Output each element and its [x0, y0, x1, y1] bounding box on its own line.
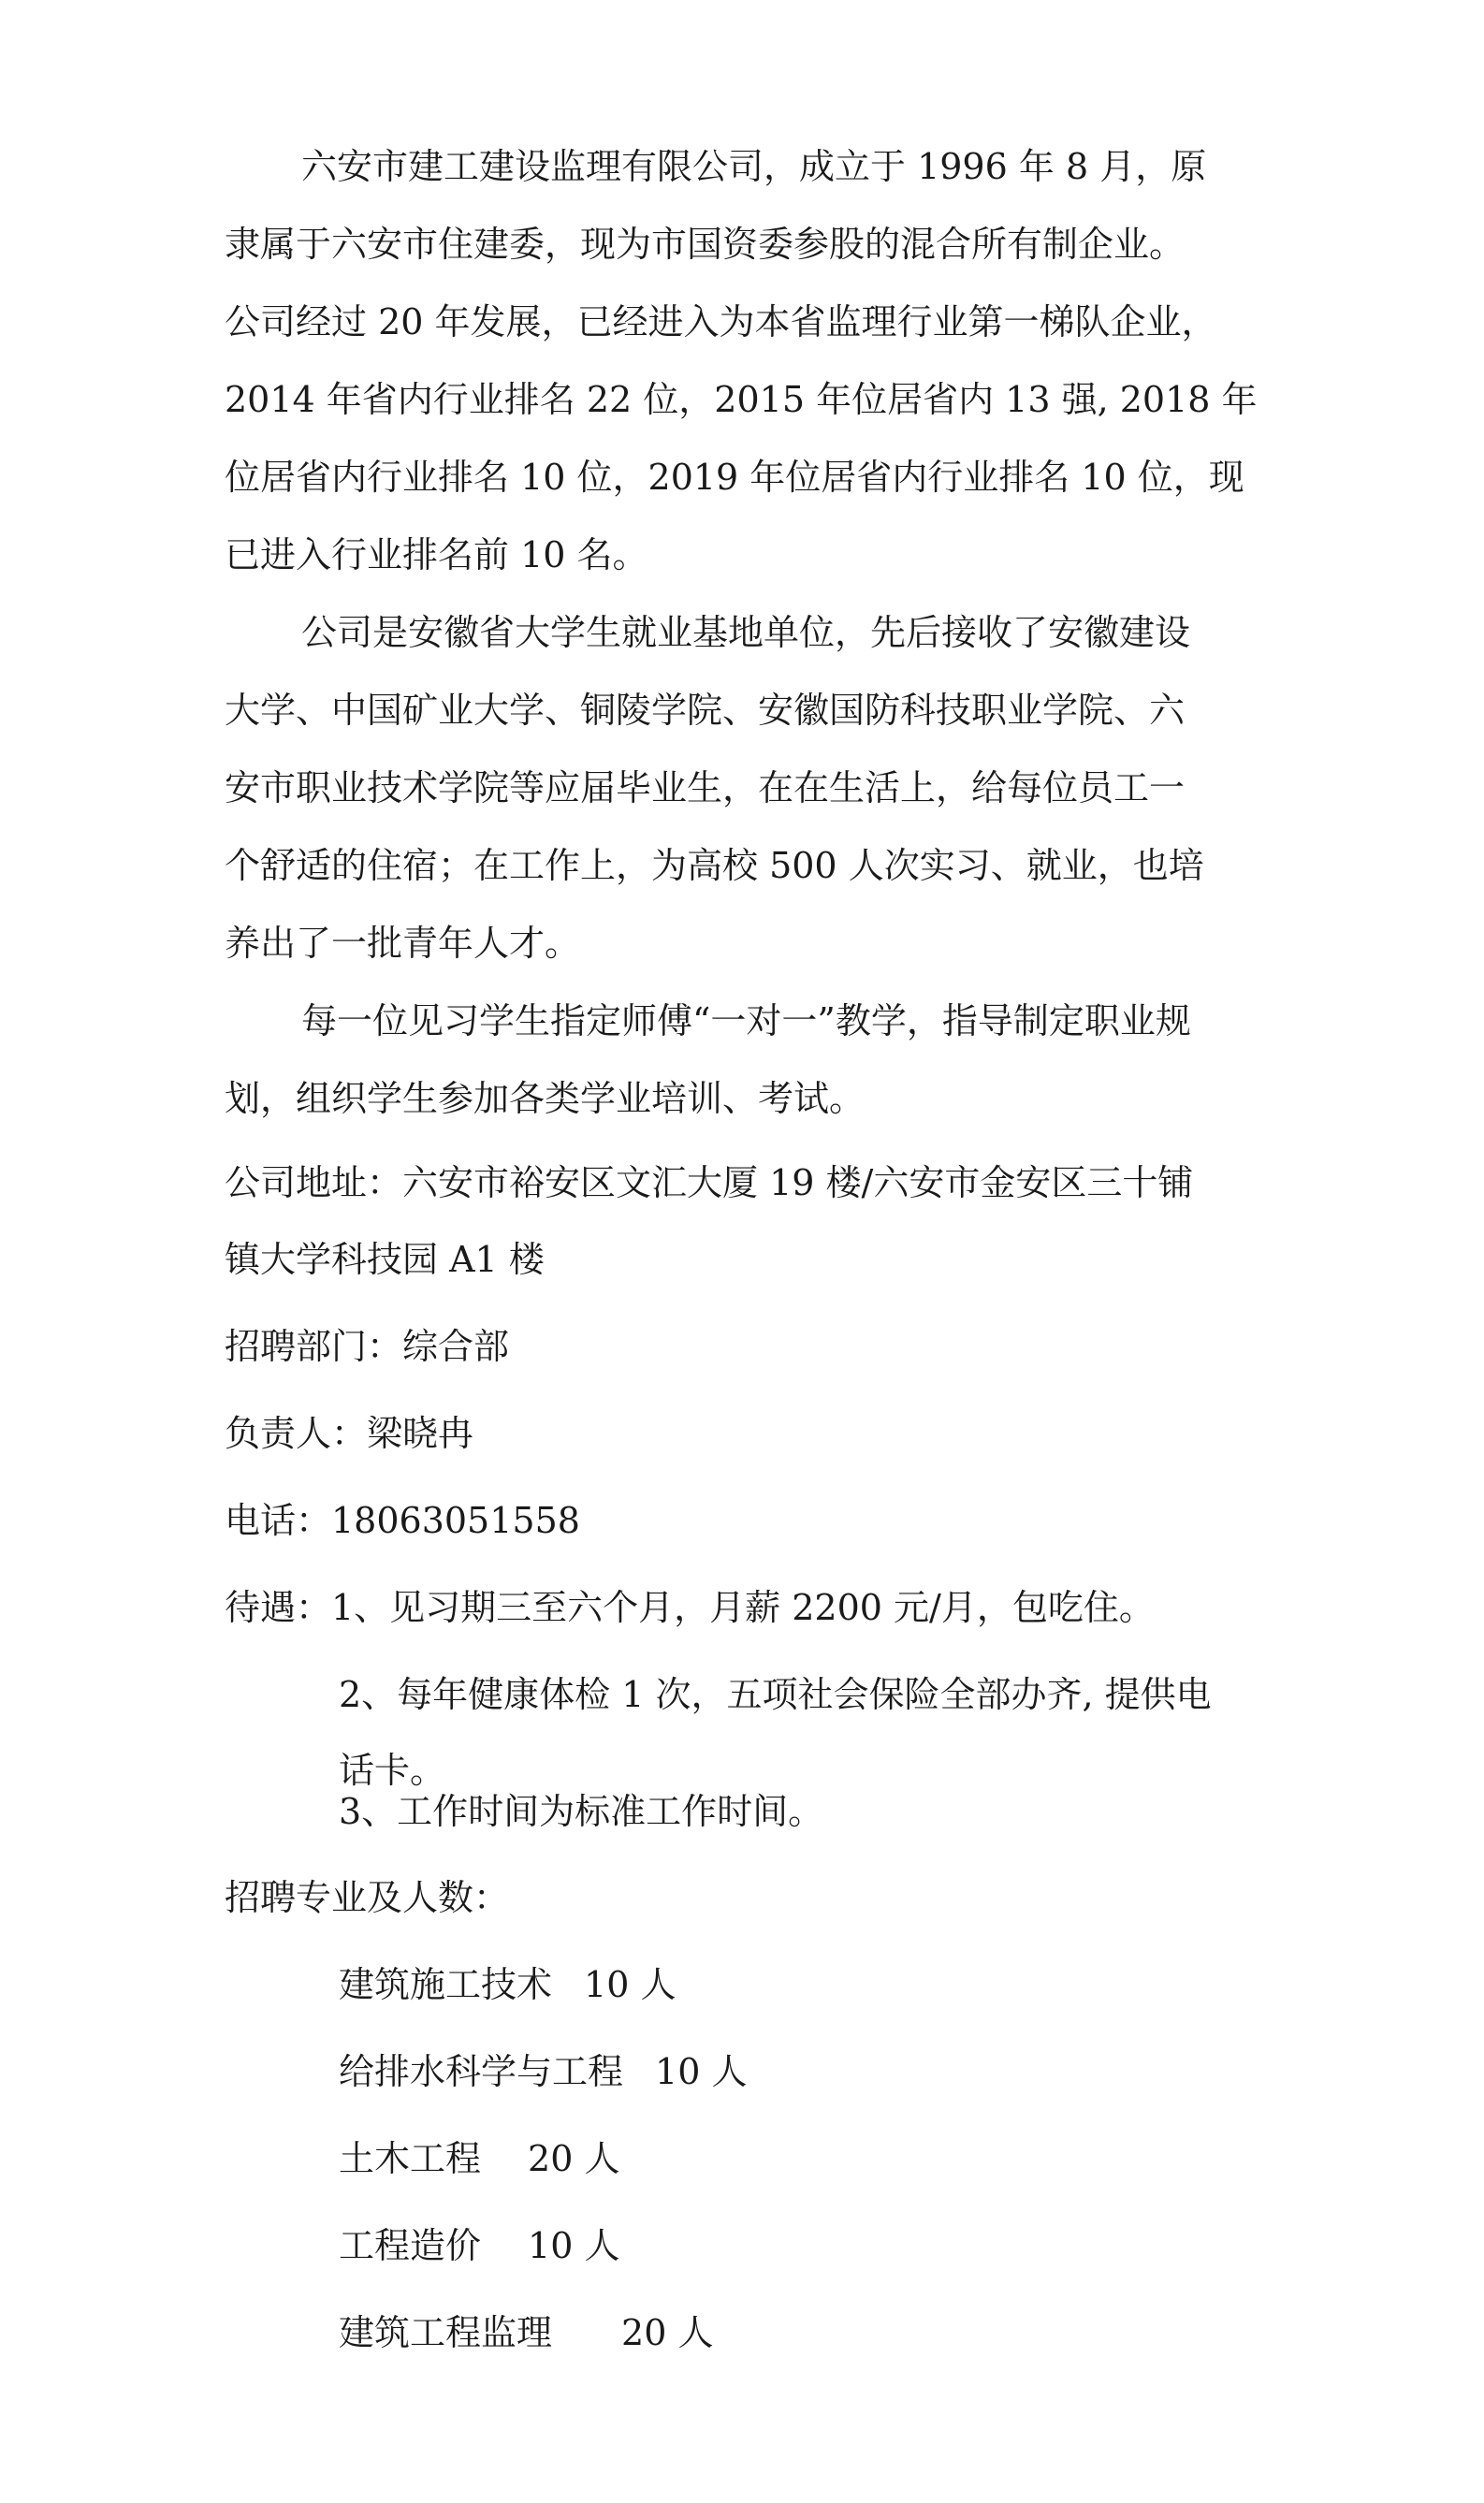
- major-item: [339, 1960, 1387, 2009]
- intro-line-1: 六安市建工建设监理有限公司，成立于 1996 年 8 月，原: [301, 146, 1207, 187]
- major-name: 建筑工程监理: [339, 2312, 553, 2353]
- intro-line-3: 公司经过 20 年发展，已经进入为本省监理行业第一梯队企业，: [225, 301, 1217, 342]
- intro-line-6: 已进入行业排名前 10 名。: [225, 534, 648, 575]
- major-name: 给排水科学与工程: [339, 2051, 624, 2092]
- students-line-5: 养出了一批青年人才。: [225, 923, 581, 964]
- intro-line-4: 2014 年省内行业排名 22 位，2015 年位居省内 13 强, 2018 年: [225, 379, 1258, 420]
- students-line-2: 大学、中国矿业大学、铜陵学院、安徽国防科技职业学院、六: [225, 690, 1186, 731]
- benefits-line-4: 3、工作时间为标准工作时间。: [339, 1791, 824, 1832]
- major-name: 建筑施工技术: [339, 1964, 553, 2005]
- students-line-3: 安市职业技术学院等应届毕业生，在在生活上，给每位员工一: [225, 767, 1186, 808]
- majors-heading: 招聘专业及人数：: [225, 1877, 510, 1918]
- major-item: [339, 2134, 1387, 2183]
- major-count: 10 人: [655, 2051, 748, 2092]
- major-item: [339, 2047, 1387, 2096]
- address-line-1: 公司地址：六安市裕安区文汇大厦 19 楼/六安市金安区三十铺: [225, 1162, 1194, 1203]
- mentor-line-2: 划，组织学生参加各类学业培训、考试。: [225, 1078, 866, 1119]
- benefits-line-2: 2、每年健康体检 1 次，五项社会保险全部办齐, 提供电: [339, 1674, 1212, 1715]
- major-name: 土木工程: [339, 2138, 482, 2179]
- address-line-2: 镇大学科技园 A1 楼: [225, 1239, 545, 1280]
- benefits-line-3: 话卡。: [339, 1750, 446, 1791]
- mentor-line-1: 每一位见习学生指定师傅“一对一”教学，指导制定职业规: [301, 1000, 1191, 1041]
- major-item: [339, 2221, 1387, 2270]
- major-count: 20 人: [621, 2312, 714, 2353]
- phone: 电话：18063051558: [225, 1500, 580, 1541]
- contact-person: 负责人：梁晓冉: [225, 1413, 474, 1454]
- major-count: 10 人: [584, 1964, 677, 2005]
- students-line-1: 公司是安徽省大学生就业基地单位，先后接收了安徽建设: [301, 612, 1191, 653]
- students-line-4: 个舒适的住宿；在工作上，为高校 500 人次实习、就业，也培: [225, 845, 1204, 886]
- major-count: 20 人: [528, 2138, 620, 2179]
- major-item: [339, 2308, 1387, 2357]
- intro-line-2: 隶属于六安市住建委，现为市国资委参股的混合所有制企业。: [225, 224, 1186, 265]
- benefits-line-1: 待遇：1、见习期三至六个月，月薪 2200 元/月，包吃住。: [225, 1587, 1155, 1628]
- intro-line-5: 位居省内行业排名 10 位，2019 年位居省内行业排名 10 位，现: [225, 457, 1244, 498]
- major-count: 10 人: [528, 2225, 620, 2266]
- major-name: 工程造价: [339, 2225, 482, 2266]
- department: 招聘部门：综合部: [225, 1326, 510, 1367]
